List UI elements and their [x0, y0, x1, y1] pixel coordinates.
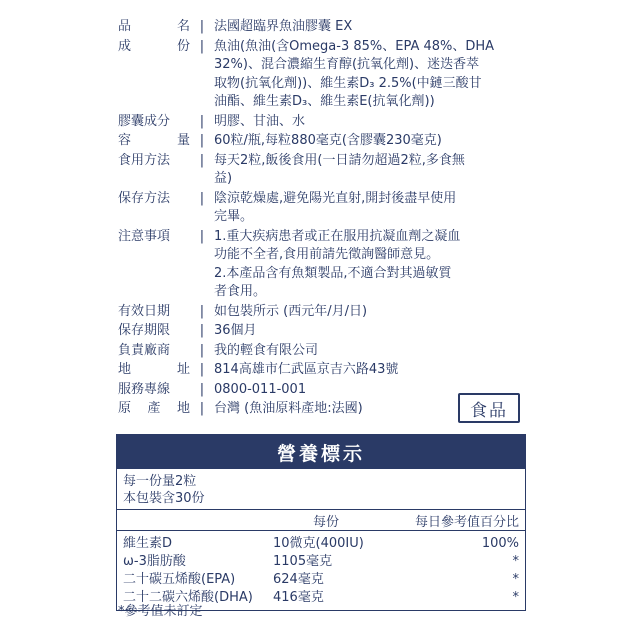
nutrient-amount: 10微克(400IU) [273, 536, 364, 551]
separator: | [199, 323, 205, 338]
info-label-part: 食用方法 [118, 152, 171, 168]
info-value-line: 功能不全者,食用前請先徵詢醫師意見。 [214, 247, 440, 262]
food-badge: 食品 [458, 393, 520, 423]
info-label-part: 名 [176, 19, 190, 34]
info-value-line: 如包裝所示 (西元年/月/日) [214, 303, 368, 319]
separator: | [199, 362, 205, 377]
separator: | [199, 381, 205, 397]
info-label [118, 190, 190, 227]
info-value [214, 190, 528, 227]
info-row [118, 132, 528, 151]
info-value-line: 取物(抗氧化劑))、維生素D₃ 2.5%(中鏈三酸甘 [214, 75, 482, 91]
info-value-line: 法國超臨界魚油膠囊 EX [214, 19, 353, 34]
nutrient-daily-pct: 100% [481, 536, 519, 551]
info-value [214, 361, 528, 380]
footnote: *參考值未訂定 [118, 604, 203, 619]
product-info [118, 18, 528, 420]
info-label-part: 負責廠商 [118, 342, 171, 358]
info-label-part: 成 [118, 38, 132, 54]
info-value-line: 油酯、維生素D₃、維生素E(抗氧化劑)) [214, 94, 435, 109]
info-value-line: 者食用。 [214, 284, 267, 299]
info-value-line: 我的輕食有限公司 [214, 342, 319, 358]
nutrient-name: 維生素D [123, 536, 173, 551]
separator: | [199, 19, 205, 34]
nutrient-name: 二十二碳六烯酸(DHA) [123, 590, 253, 605]
info-label [118, 303, 190, 322]
info-value-line: 完畢。 [214, 209, 254, 224]
info-value-line: 台灣 (魚油原料產地:法國) [214, 401, 363, 416]
nutrient-row [123, 571, 519, 589]
info-value [214, 228, 528, 302]
separator: | [199, 401, 205, 416]
info-value [214, 132, 528, 151]
info-value [214, 113, 528, 132]
info-label [118, 18, 190, 37]
info-label-part: 服務專線 [118, 381, 171, 397]
col-daily-value: 每日參考值百分比 [414, 514, 519, 530]
info-value-line: 2.本產品含有魚類製品,不適合對其過敏質 [214, 265, 452, 281]
nutrition-table [116, 434, 526, 611]
nutrient-row [123, 535, 519, 553]
info-row [118, 342, 528, 361]
info-label-part: 容 [118, 133, 132, 148]
info-value [214, 18, 528, 37]
separator: | [199, 303, 205, 319]
info-row [118, 228, 528, 302]
info-value-line: 0800-011-001 [214, 381, 307, 397]
info-value-line: 814高雄市仁武區京吉六路43號 [214, 362, 399, 377]
info-value-line: 36個月 [214, 323, 257, 338]
info-label [118, 322, 190, 341]
nutrient-name: 二十碳五烯酸(EPA) [123, 572, 236, 587]
separator: | [199, 152, 205, 168]
servings-per-package: 本包裝含30份 [123, 491, 205, 506]
info-label-part: 產 [147, 401, 161, 416]
separator: | [199, 38, 205, 54]
info-label-part: 原 [118, 401, 132, 416]
info-row [118, 152, 528, 189]
info-value-line: 陰涼乾燥處,避免陽光直射,開封後盡早使用 [214, 190, 457, 206]
info-value [214, 303, 528, 322]
nutrient-daily-pct: * [512, 554, 519, 569]
info-label [118, 228, 190, 302]
info-label-part: 有效日期 [118, 303, 171, 319]
separator: | [199, 190, 205, 206]
nutrient-daily-pct: * [512, 572, 519, 587]
info-label [118, 342, 190, 361]
info-label [118, 361, 190, 380]
info-row [118, 18, 528, 37]
col-per-serving: 每份 [313, 514, 340, 530]
separator: | [199, 342, 205, 358]
separator: | [199, 133, 205, 148]
info-label-part: 品 [118, 19, 132, 34]
info-value-line: 60粒/瓶,每粒880毫克(含膠囊230毫克) [214, 133, 442, 148]
nutrient-row [123, 553, 519, 571]
info-row [118, 361, 528, 380]
nutrient-amount: 1105毫克 [273, 554, 333, 569]
info-label-part: 膠囊成分 [118, 113, 171, 129]
info-label-part: 地 [176, 401, 190, 416]
nutrient-amount: 416毫克 [273, 590, 324, 605]
info-label-part: 注意事項 [118, 228, 171, 244]
nutrient-rows [117, 531, 525, 610]
separator: | [199, 228, 205, 244]
info-value-line: 益) [214, 171, 233, 186]
nutrient-name: ω-3脂肪酸 [123, 554, 186, 569]
info-label-part: 保存方法 [118, 190, 171, 206]
info-value [214, 152, 528, 189]
info-label-part: 址 [176, 362, 190, 377]
nutrient-amount: 624毫克 [273, 572, 324, 587]
info-value-line: 明膠、甘油、水 [214, 113, 306, 129]
info-label [118, 152, 190, 189]
info-row [118, 38, 528, 112]
info-value-line: 每天2粒,飯後食用(一日請勿超過2粒,多食無 [214, 152, 465, 168]
serving-info [117, 469, 525, 510]
separator: | [199, 113, 205, 129]
info-label [118, 38, 190, 112]
info-row [118, 322, 528, 341]
nutrient-daily-pct: * [512, 590, 519, 605]
info-value [214, 342, 528, 361]
info-label-part: 量 [176, 133, 190, 148]
column-headers [117, 510, 525, 531]
nutrition-title: 營養標示 [117, 435, 525, 469]
info-label [118, 400, 190, 419]
info-row [118, 113, 528, 132]
info-value-line: 1.重大疾病患者或正在服用抗凝血劑之凝血 [214, 228, 461, 244]
info-label-part: 份 [176, 38, 190, 54]
info-value-line: 魚油(魚油(含Omega-3 85%、EPA 48%、DHA [214, 38, 495, 54]
info-label [118, 132, 190, 151]
serving-size: 每一份量2粒 [123, 474, 197, 489]
info-label [118, 113, 190, 132]
info-label-part: 地 [118, 362, 132, 377]
info-row [118, 190, 528, 227]
info-label [118, 381, 190, 400]
info-value [214, 38, 528, 112]
info-label-part: 保存期限 [118, 323, 171, 338]
info-value-line: 32%)、混合濃縮生育醇(抗氧化劑)、迷迭香萃 [214, 57, 480, 72]
info-value [214, 322, 528, 341]
info-row [118, 303, 528, 322]
